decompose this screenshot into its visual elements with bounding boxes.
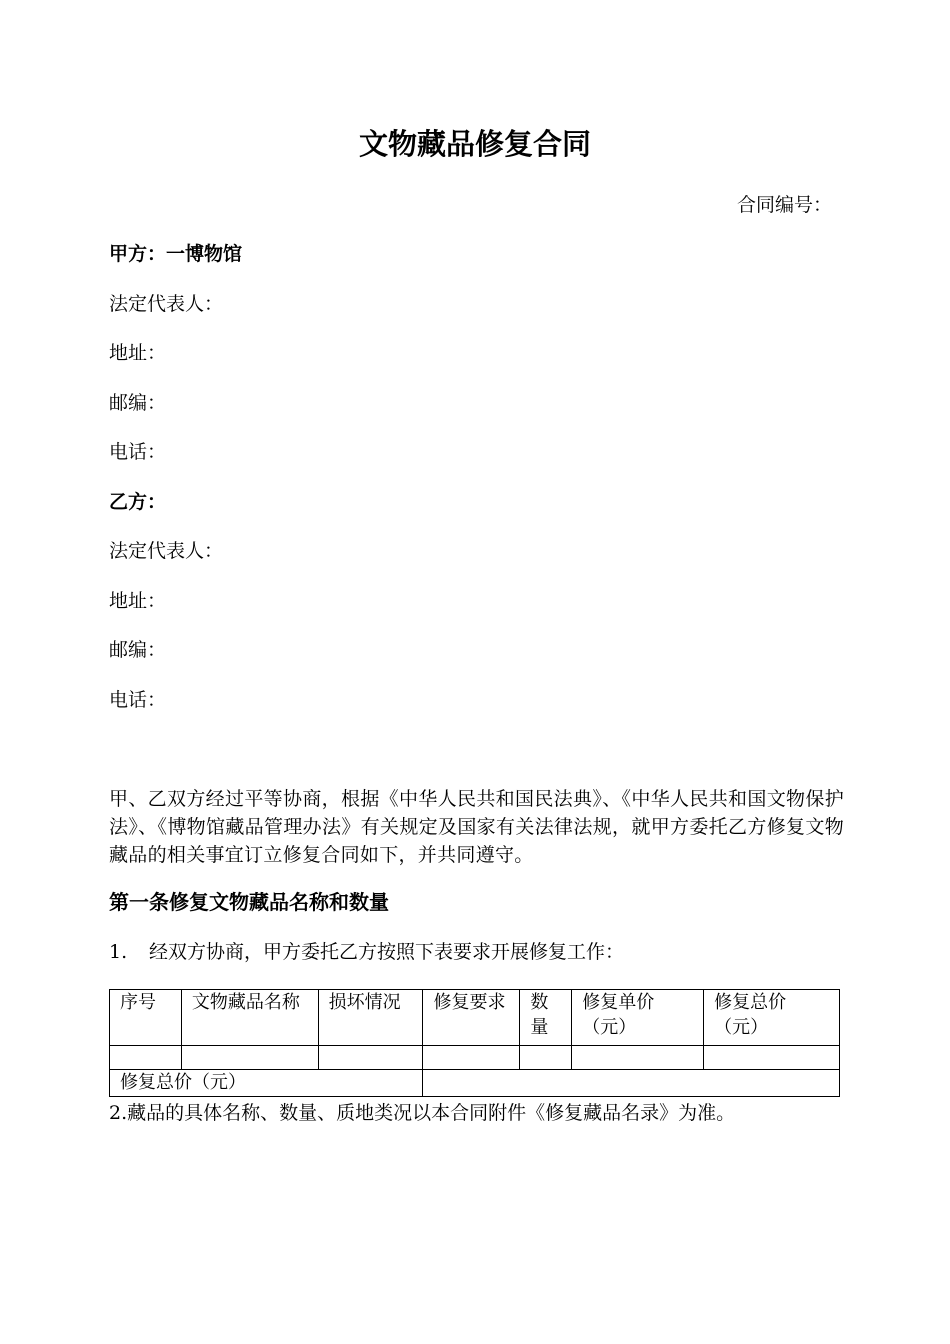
table-cell[interactable] bbox=[110, 1046, 182, 1070]
header-cell-damage: 损坏情况 bbox=[318, 990, 423, 1046]
table-row bbox=[110, 1046, 840, 1070]
header-cell-total-price: 修复总价（元） bbox=[704, 990, 840, 1046]
party-a-heading: 甲方：一博物馆 bbox=[109, 243, 243, 265]
table-header-row bbox=[110, 990, 840, 1046]
preamble-paragraph: 甲、乙双方经过平等协商，根据《中华人民共和国民法典》、《中华人民共和国文物保护法》、《博物馆藏品管理办法》有关规定及国家有关法律法规，就甲方委托乙方修复文物藏品的相关事宜订立修复合同如下，并共同遵守。 bbox=[109, 788, 844, 866]
header-cell-item-name: 文物藏品名称 bbox=[181, 990, 318, 1046]
contract-title: 文物藏品修复合同 bbox=[358, 127, 591, 161]
table-cell[interactable] bbox=[704, 1046, 840, 1070]
header-cell-unit-price: 修复单价（元） bbox=[572, 990, 704, 1046]
party-b-legal-rep: 法定代表人： bbox=[109, 540, 224, 562]
party-b-heading: 乙方： bbox=[109, 491, 167, 513]
party-b-phone: 电话： bbox=[109, 689, 167, 711]
table-cell[interactable] bbox=[318, 1046, 423, 1070]
party-b-address: 地址： bbox=[109, 590, 167, 612]
article1-item1 bbox=[109, 940, 624, 964]
table-cell[interactable] bbox=[520, 1046, 572, 1070]
item1-text: 经双方协商，甲方委托乙方按照下表要求开展修复工作： bbox=[149, 941, 625, 963]
article1-heading: 第一条修复文物藏品名称和数量 bbox=[109, 890, 389, 914]
party-b-postcode: 邮编： bbox=[109, 639, 167, 661]
header-cell-index: 序号 bbox=[110, 990, 182, 1046]
header-cell-quantity: 数量 bbox=[520, 990, 572, 1046]
table-cell[interactable] bbox=[181, 1046, 318, 1070]
item1-number: 1. bbox=[109, 941, 128, 963]
repair-items-table bbox=[109, 989, 840, 1097]
table-cell[interactable] bbox=[572, 1046, 704, 1070]
header-cell-requirements: 修复要求 bbox=[423, 990, 520, 1046]
table-cell[interactable] bbox=[423, 1046, 520, 1070]
party-a-address: 地址： bbox=[109, 342, 167, 364]
total-value-cell[interactable] bbox=[423, 1070, 840, 1097]
table-total-row bbox=[110, 1070, 840, 1097]
party-a-phone: 电话： bbox=[109, 441, 167, 463]
party-a-postcode: 邮编： bbox=[109, 392, 167, 414]
total-label-cell: 修复总价（元） bbox=[110, 1070, 423, 1097]
contract-number-label: 合同编号： bbox=[736, 194, 832, 216]
article1-item2: 2.藏品的具体名称、数量、质地类况以本合同附件《修复藏品名录》为准。 bbox=[109, 1102, 736, 1124]
party-a-legal-rep: 法定代表人： bbox=[109, 293, 224, 315]
